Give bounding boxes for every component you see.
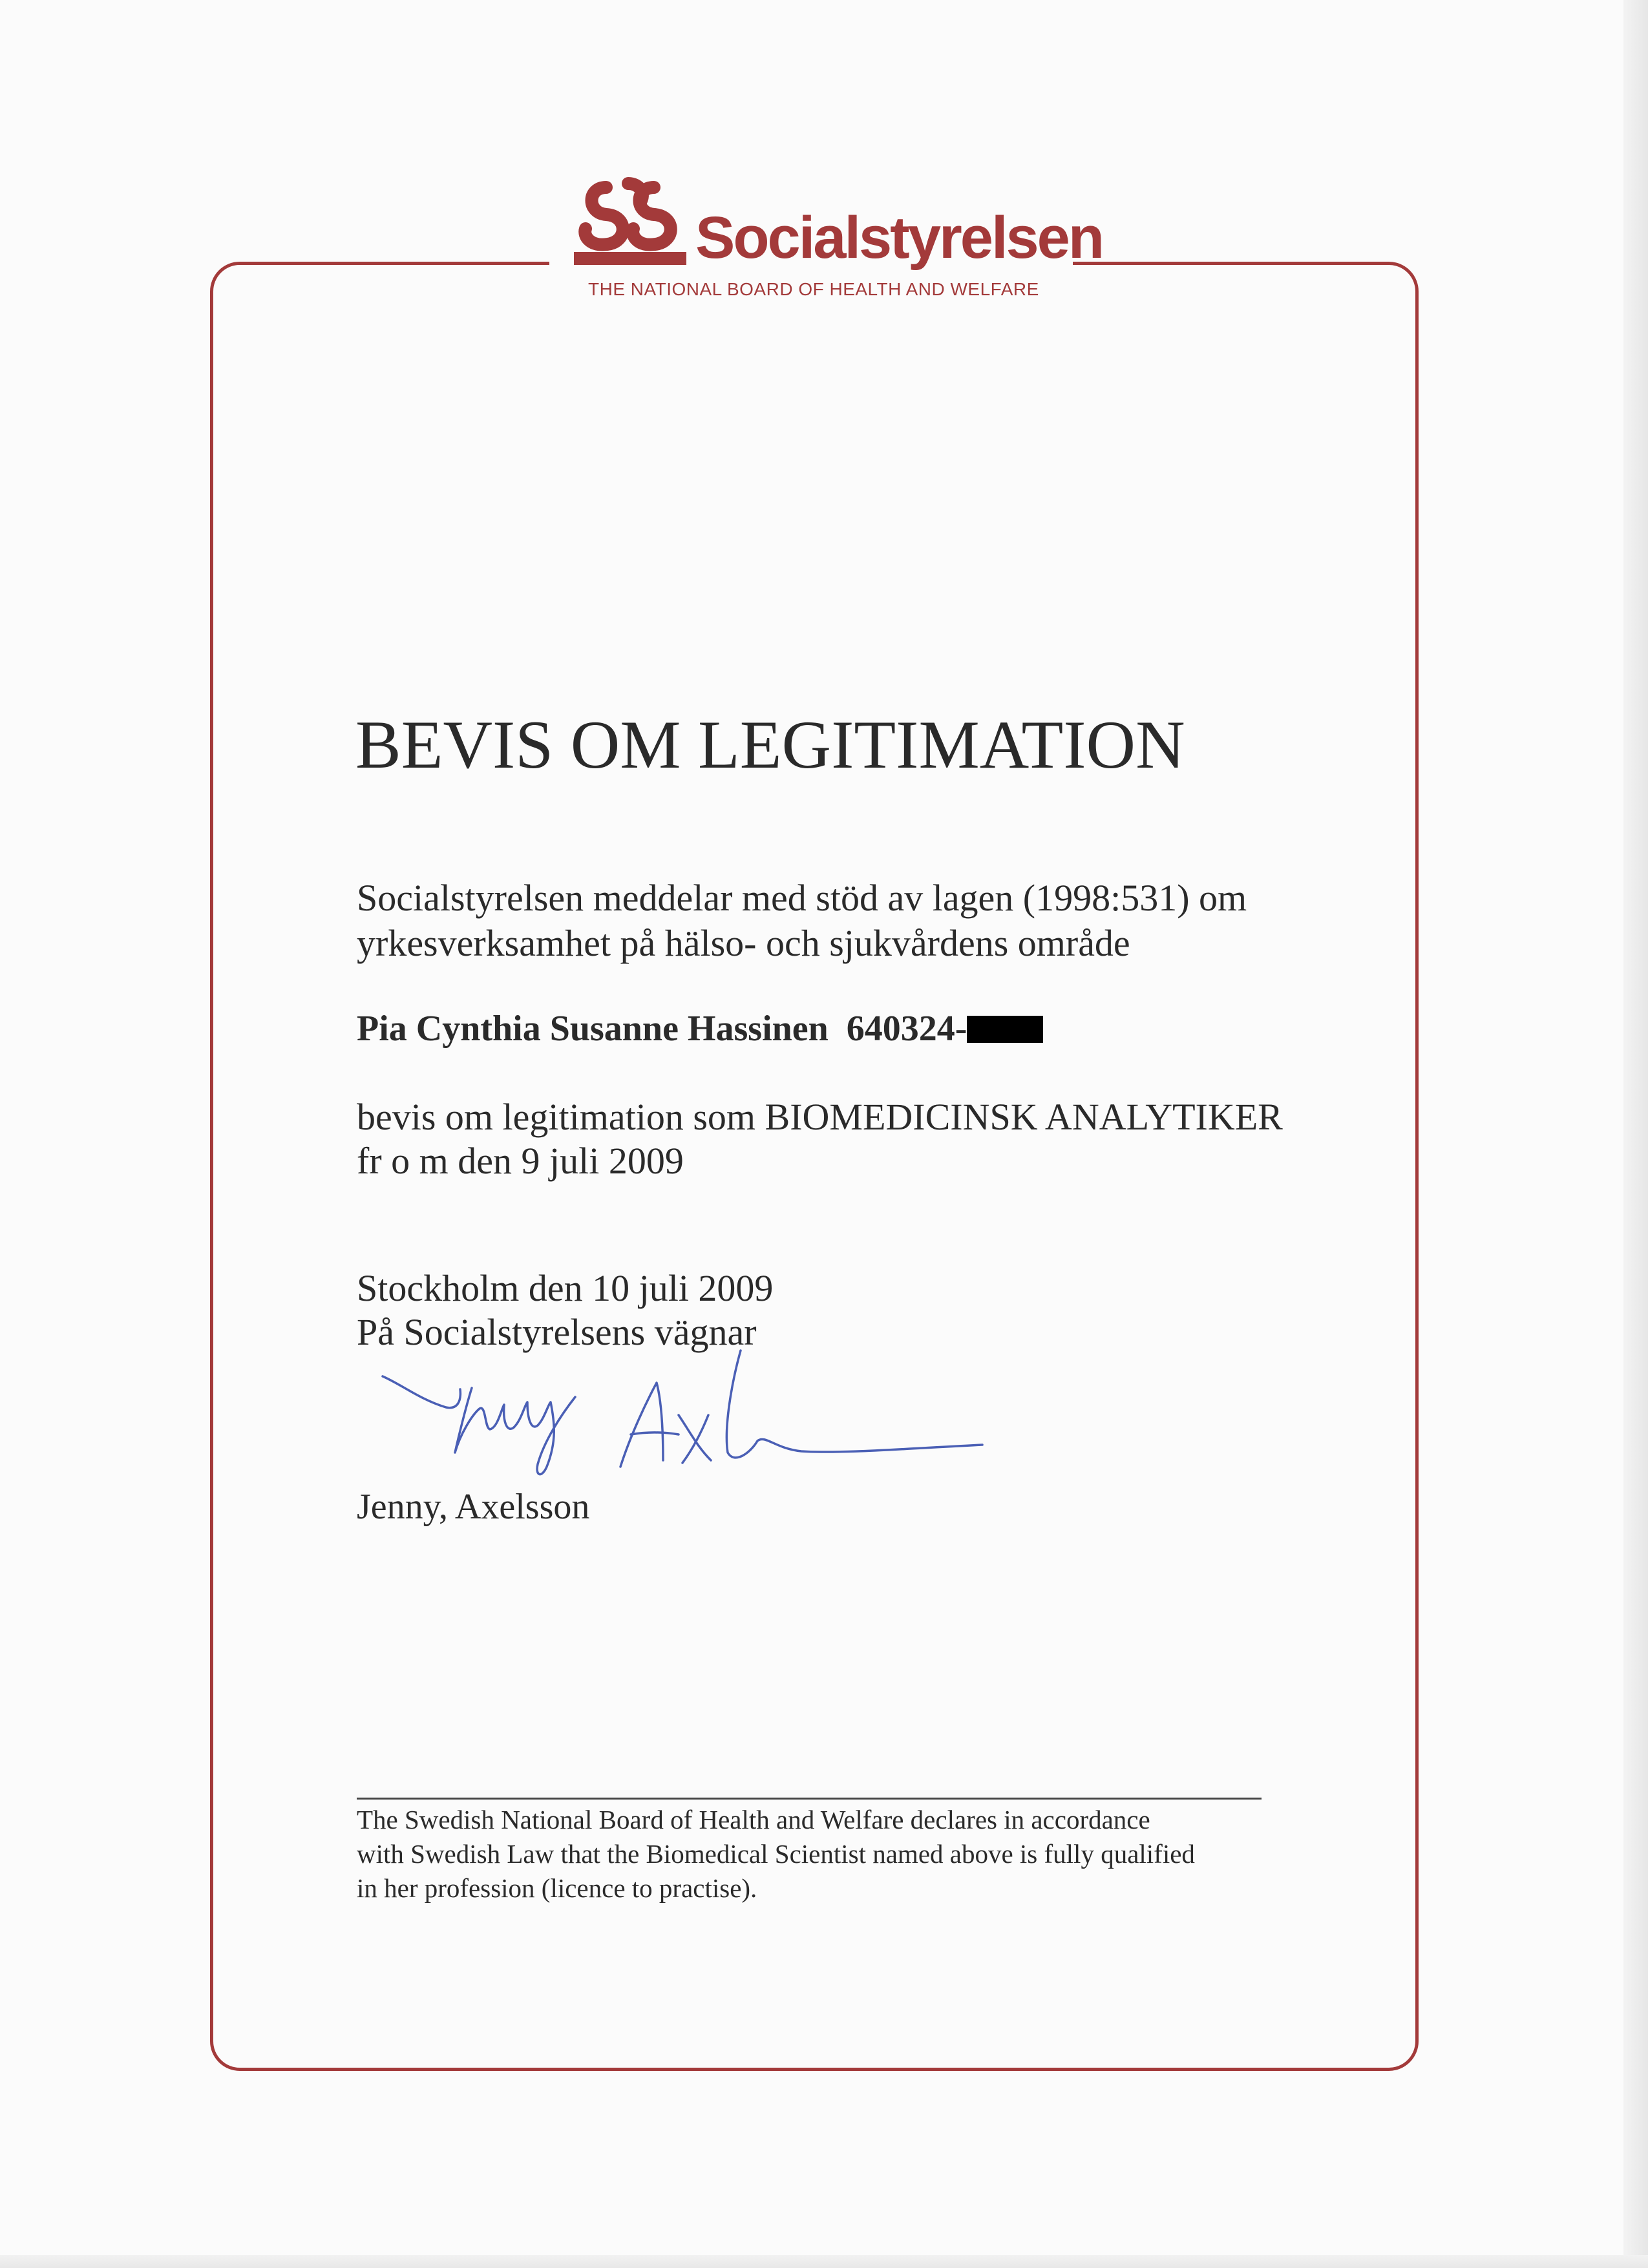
signer-name: Jenny, Axelsson: [357, 1487, 590, 1527]
footer-divider: [357, 1798, 1262, 1800]
legitimation-line: bevis om legitimation som BIOMEDICINSK ANALYTIKER: [357, 1096, 1283, 1138]
issue-place-date: Stockholm den 10 juli 2009: [357, 1267, 774, 1309]
issue-on-behalf: På Socialstyrelsens vägnar: [357, 1311, 757, 1353]
legitimation-statement: [357, 1095, 1283, 1183]
scan-edge: [1623, 0, 1648, 2268]
holder-name: Pia Cynthia Susanne Hassinen: [357, 1009, 829, 1049]
footer-line: in her profession (licence to practise).: [357, 1873, 757, 1903]
licence-holder: [357, 1008, 1043, 1049]
socialstyrelsen-logo: [569, 169, 1103, 305]
intro-paragraph: [357, 876, 1247, 966]
english-declaration: [357, 1803, 1195, 1906]
scan-edge-bottom: [0, 2255, 1648, 2268]
footer-line: The Swedish National Board of Health and Welfare declares in accordance: [357, 1805, 1150, 1834]
handwritten-signature: [375, 1338, 995, 1486]
redaction-box: [967, 1016, 1043, 1043]
document-title: BEVIS OM LEGITIMATION: [355, 707, 1185, 782]
intro-line: Socialstyrelsen meddelar med stöd av lagen (1998:531) om: [357, 877, 1247, 919]
intro-line: yrkesverksamhet på hälso- och sjukvårdens område: [357, 922, 1130, 964]
footer-line: with Swedish Law that the Biomedical Scientist named above is fully qualified: [357, 1839, 1195, 1869]
legitimation-date: fr o m den 9 juli 2009: [357, 1140, 684, 1182]
emblem-icon: [569, 174, 692, 271]
holder-id: 640324-: [846, 1009, 967, 1049]
logo-wordmark: Socialstyrelsen: [695, 205, 1103, 271]
logo-subtitle: THE NATIONAL BOARD OF HEALTH AND WELFARE: [588, 279, 1039, 299]
